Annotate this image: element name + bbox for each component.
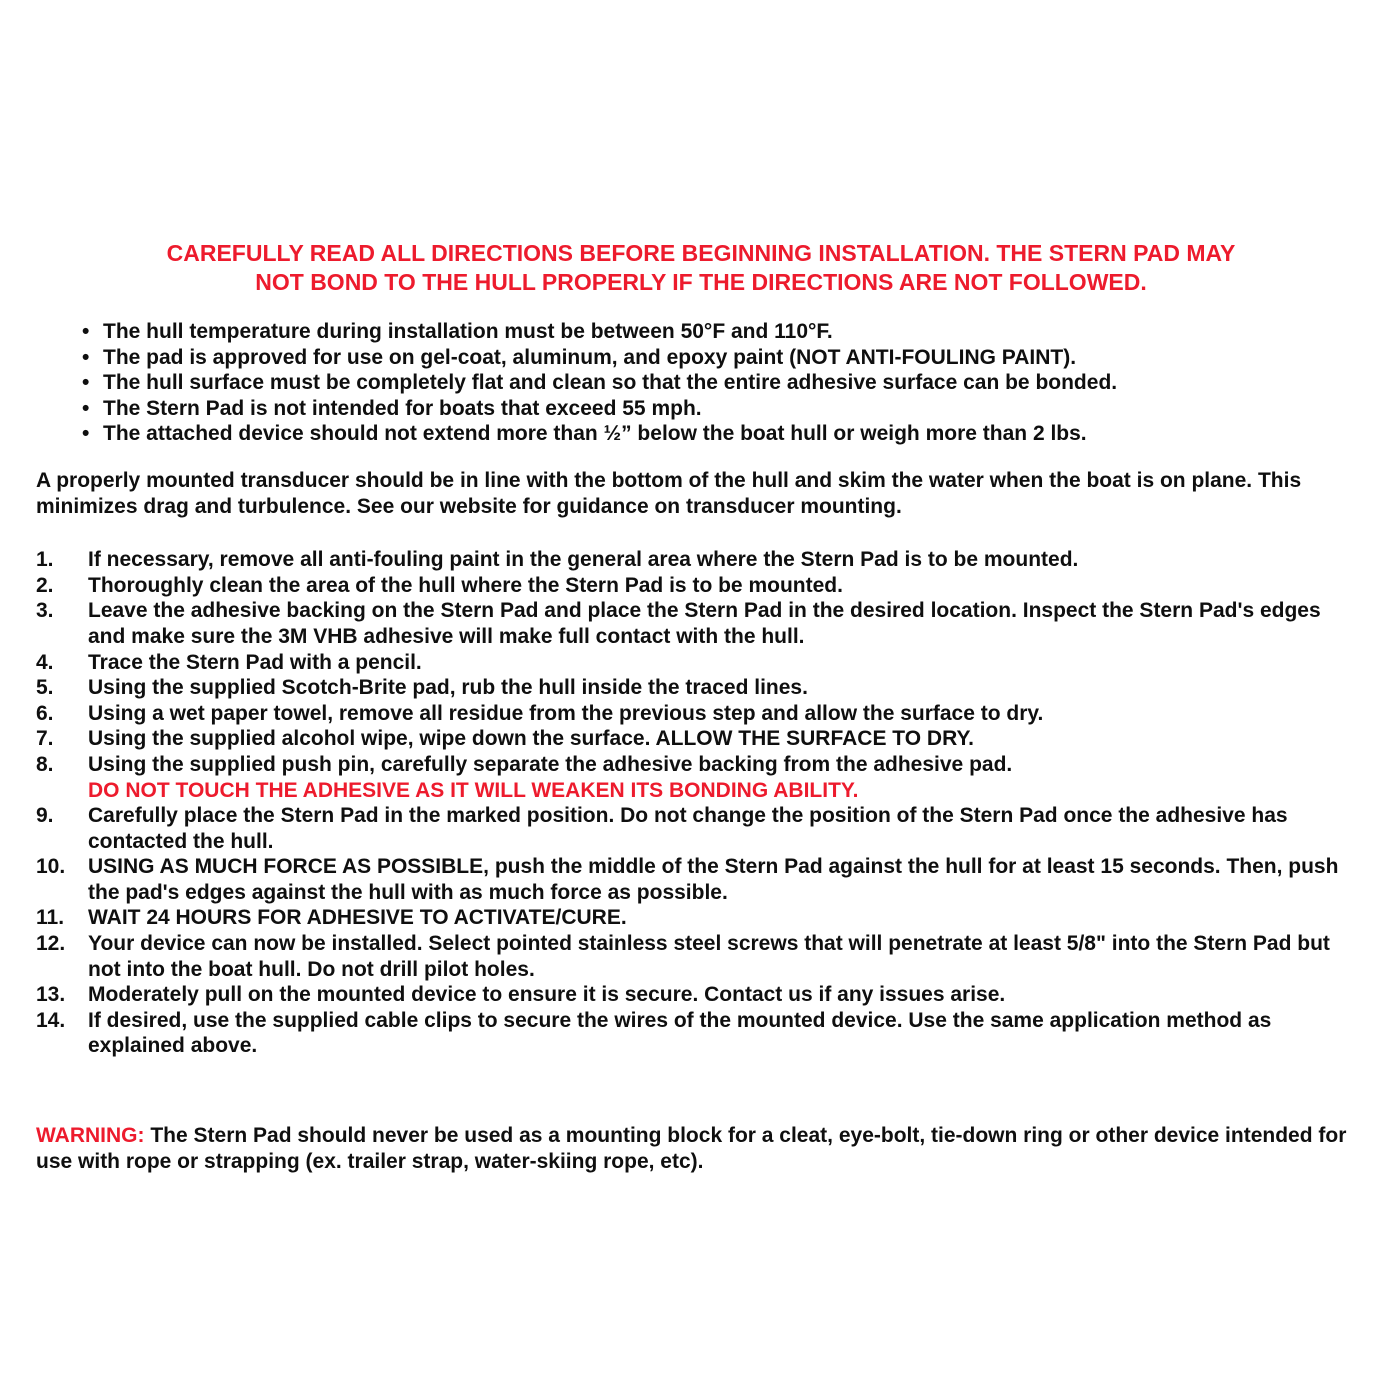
- step-number: 4.: [36, 650, 54, 674]
- step-number: 1.: [36, 548, 54, 572]
- step-text: Trace the Stern Pad with a pencil.: [88, 650, 422, 674]
- step-number: 11.: [36, 906, 65, 930]
- step-text: Your device can now be installed. Select pointed stainless steel screws that will penetrate at least 5/8" into the Stern Pad but not into the boat hull. Do not drill pilot holes.: [88, 932, 1330, 981]
- warning-note: [36, 1123, 1366, 1174]
- step-text: Using the supplied Scotch-Brite pad, rub the hull inside the traced lines.: [88, 676, 808, 700]
- step-text: USING AS MUCH FORCE AS POSSIBLE, push the middle of the Stern Pad against the hull for at least 15 seconds. Then, push the pad's edges against the hull with as much force as possible.: [88, 855, 1339, 904]
- step-text: Leave the adhesive backing on the Stern Pad and place the Stern Pad in the desired location. Inspect the Stern Pad's edges and make sure the 3M VHB adhesive will make full contact with the hull.: [88, 599, 1321, 648]
- bullet-text: The hull temperature during installation must be between 50°F and 110°F.: [103, 320, 833, 343]
- caution-header-line-1: CAREFULLY READ ALL DIRECTIONS BEFORE BEGINNING INSTALLATION. THE STERN PAD MAY: [166, 240, 1236, 266]
- installation-steps: [36, 547, 1366, 1059]
- step-warning-text: DO NOT TOUCH THE ADHESIVE AS IT WILL WEAKEN ITS BONDING ABILITY.: [88, 778, 859, 802]
- bullet-text: The attached device should not extend more than ½” below the boat hull or weigh more than 2 lbs.: [103, 422, 1087, 446]
- step-item: [36, 650, 1366, 676]
- bullet-icon: [82, 421, 103, 447]
- step-item: [36, 598, 1366, 649]
- step-number: 9.: [36, 804, 54, 828]
- step-text: If desired, use the supplied cable clips to secure the wires of the mounted device. Use the same application method as explained above.: [88, 1008, 1272, 1058]
- step-text: Using a wet paper towel, remove all residue from the previous step and allow the surface to dry.: [88, 701, 1044, 725]
- step-item: [36, 547, 1366, 573]
- step-item: [36, 1008, 1366, 1059]
- caution-header-line-2: NOT BOND TO THE HULL PROPERLY IF THE DIRECTIONS ARE NOT FOLLOWED.: [255, 269, 1147, 295]
- bullet-text: The pad is approved for use on gel-coat, aluminum, and epoxy paint (NOT ANTI-FOULING PAINT).: [103, 345, 1077, 369]
- step-item: [36, 675, 1366, 701]
- bullet-icon: [82, 319, 103, 345]
- step-item: [36, 905, 1366, 931]
- bullet-icon: [82, 396, 103, 422]
- step-number: 3.: [36, 599, 54, 623]
- warning-text: The Stern Pad should never be used as a mounting block for a cleat, eye-bolt, tie-down ring or other device intended for use with rope or strapping (ex. trailer strap, water-skiing rope, etc).: [36, 1124, 1347, 1173]
- step-text-main: Using the supplied push pin, carefully separate the adhesive backing from the adhesive pad.: [88, 752, 1013, 776]
- step-text: [88, 752, 1360, 803]
- list-item: [82, 319, 1366, 345]
- step-number: 14.: [36, 1008, 66, 1032]
- step-text: Using the supplied alcohol wipe, wipe down the surface. ALLOW THE SURFACE TO DRY.: [88, 727, 974, 751]
- step-number: 13.: [36, 983, 66, 1007]
- step-text: Thoroughly clean the area of the hull where the Stern Pad is to be mounted.: [88, 573, 843, 597]
- step-text: WAIT 24 HOURS FOR ADHESIVE TO ACTIVATE/CURE.: [88, 906, 627, 930]
- step-item: [36, 931, 1366, 982]
- caution-header: [36, 239, 1366, 297]
- step-number: 5.: [36, 676, 54, 700]
- step-text: Moderately pull on the mounted device to ensure it is secure. Contact us if any issues arise.: [88, 983, 1006, 1007]
- step-item: [36, 701, 1366, 727]
- step-number: 7.: [36, 727, 54, 751]
- intro-paragraph: A properly mounted transducer should be in line with the bottom of the hull and skim the water when the boat is on plane. This minimizes drag and turbulence. See our website for guidance on transducer mounting.: [36, 468, 1302, 518]
- bullet-icon: [82, 345, 103, 371]
- step-item: [36, 726, 1366, 752]
- step-item: [36, 982, 1366, 1008]
- step-text: If necessary, remove all anti-fouling paint in the general area where the Stern Pad is to be mounted.: [88, 548, 1079, 572]
- bullet-icon: [82, 370, 103, 396]
- step-item: [36, 854, 1366, 905]
- step-number: 8.: [36, 752, 54, 776]
- bullet-text: The hull surface must be completely flat and clean so that the entire adhesive surface can be bonded.: [103, 371, 1118, 395]
- step-item: [36, 803, 1366, 854]
- step-text: Carefully place the Stern Pad in the marked position. Do not change the position of the Stern Pad once the adhesive has contacted the hull.: [88, 804, 1288, 853]
- list-item: [82, 421, 1366, 447]
- list-item: [82, 396, 1366, 422]
- step-item: [36, 573, 1366, 599]
- requirements-list: [36, 319, 1366, 447]
- list-item: [82, 345, 1366, 371]
- step-item: [36, 752, 1366, 803]
- step-number: 12.: [36, 932, 66, 956]
- list-item: [82, 370, 1366, 396]
- step-number: 2.: [36, 573, 54, 597]
- bullet-text: The Stern Pad is not intended for boats that exceed 55 mph.: [103, 396, 702, 420]
- step-number: 6.: [36, 701, 54, 725]
- warning-label: WARNING:: [36, 1124, 145, 1148]
- step-number: 10.: [36, 855, 66, 879]
